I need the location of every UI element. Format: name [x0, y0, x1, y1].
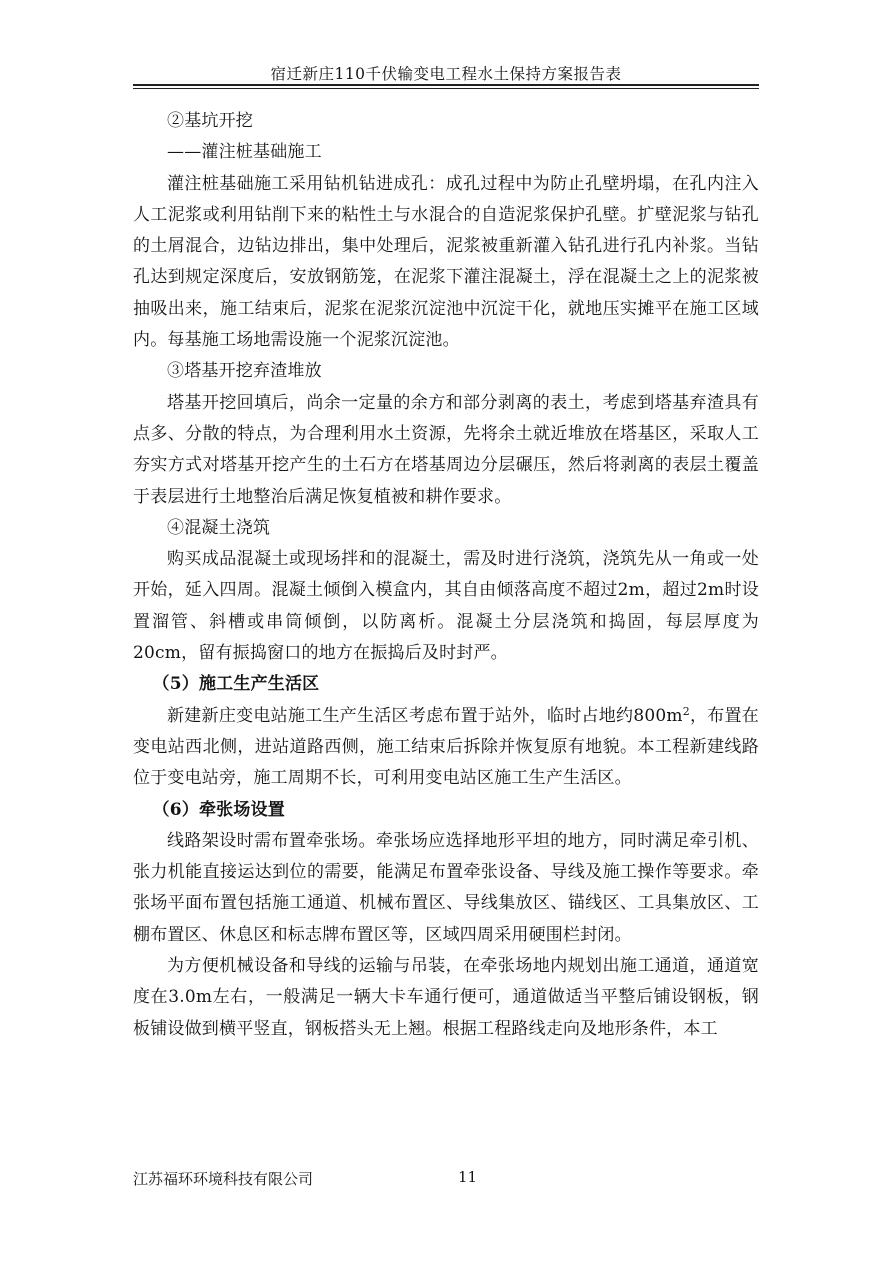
page-header-title: 宿迁新庄110千伏输变电工程水土保持方案报告表 — [270, 65, 622, 83]
header-rule-thin — [133, 88, 759, 89]
paragraph-living-area-part1: 新建新庄变电站施工生产生活区考虑布置于站外，临时占地约800m — [167, 705, 683, 726]
superscript-squared: 2 — [682, 704, 690, 718]
section-title-living-area: （5）施工生产生活区 — [152, 674, 320, 695]
paragraph-tension-field-1: 线路架设时需布置牵张场。牵张场应选择地形平坦的地方，同时满足牵引机、张力机能直接运达到位的需要，能满足布置牵张设备、导线及施工操作等要求。牵张场平面布置包括施工通道、机械布置区、导线集放区、锚线区、工具集放区、工棚布置区、休息区和标志牌布置区等，区域四周采用硬围栏封闭。 — [133, 830, 759, 945]
document-body — [133, 106, 759, 1045]
subsection-subtitle-pile: ——灌注桩基础施工 — [167, 142, 322, 163]
footer-company: 江苏福环环境科技有限公司 — [133, 1170, 314, 1188]
paragraph-living-area — [133, 701, 759, 795]
subsection-title-spoil: ③塔基开挖弃渣堆放 — [167, 361, 322, 382]
section-title-tension-field: （6）牵张场设置 — [152, 799, 285, 820]
paragraph-tension-field-2: 为方便机械设备和导线的运输与吊装，在牵张场地内规划出施工通道，通道宽度在3.0m左右，一般满足一辆大卡车通行便可，通道做适当平整后铺设钢板，钢板铺设做到横平竖直，钢板搭头无上翘。根据工程路线走向及地形条件，本工 — [133, 956, 759, 1039]
subsection-title-excavation: ②基坑开挖 — [167, 111, 253, 131]
paragraph-living-area-part2: ，布置在变电站西北侧，进站道路西侧，施工结束后拆除并恢复原有地貌。本工程新建线路位于变电站旁，施工周期不长，可利用变电站区施工生产生活区。 — [133, 705, 759, 789]
subsection-title-concrete: ④混凝土浇筑 — [167, 517, 271, 538]
footer-page-number: 11 — [458, 1168, 478, 1186]
paragraph-pile-construction: 灌注桩基础施工采用钻机钻进成孔：成孔过程中为防止孔壁坍塌，在孔内注入人工泥浆或利用钻削下来的粘性土与水混合的自造泥浆保护孔壁。扩壁泥浆与钻孔的土屑混合，边钻边排出，集中处理后，泥浆被重新灌入钻孔进行孔内补浆。当钻孔达到规定深度后，安放钢筋笼，在泥浆下灌注混凝土，浮在混凝土之上的泥浆被抽吸出来，施工结束后，泥浆在泥浆沉淀池中沉淀干化，就地压实摊平在施工区域内。每基施工场地需设施一个泥浆沉淀池。 — [133, 173, 759, 351]
header-rule — [133, 84, 759, 86]
paragraph-concrete: 购买成品混凝土或现场拌和的混凝土，需及时进行浇筑，浇筑先从一角或一处开始，延入四周。混凝土倾倒入模盒内，其自由倾落高度不超过2m，超过2m时设置溜管、斜槽或串筒倾倒，以防离析。混凝土分层浇筑和捣固，每层厚度为20cm，留有振捣窗口的地方在振捣后及时封严。 — [133, 549, 759, 664]
paragraph-spoil: 塔基开挖回填后，尚余一定量的余方和部分剥离的表土，考虑到塔基弃渣具有点多、分散的特点，为合理利用水土资源，先将余土就近堆放在塔基区，采取人工夯实方式对塔基开挖产生的土石方在塔基周边分层碾压，然后将剥离的表层土覆盖于表层进行土地整治后满足恢复植被和耕作要求。 — [133, 392, 759, 507]
